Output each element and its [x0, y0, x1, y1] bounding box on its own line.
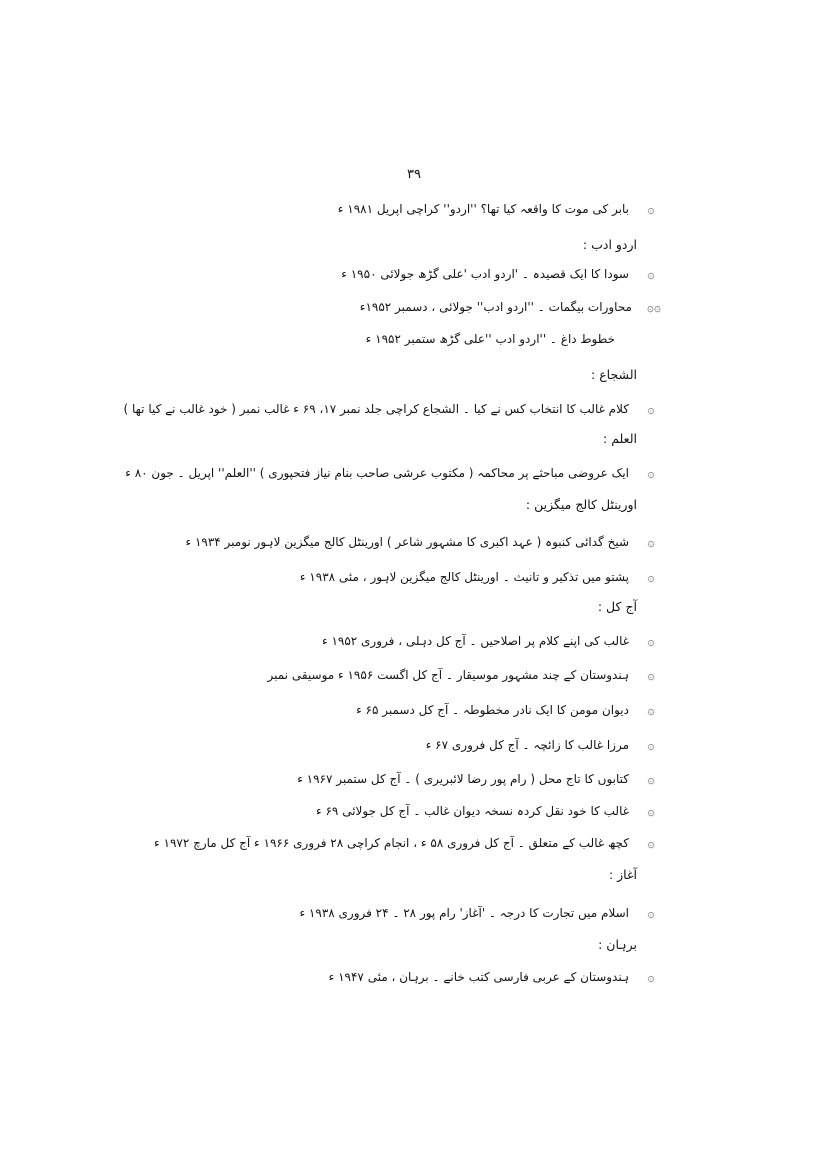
list-item — [87, 400, 657, 418]
bullet-icon: ۞ — [647, 634, 655, 648]
bullet-icon: ۞ — [647, 402, 655, 416]
section-heading: آج کل : — [597, 599, 637, 614]
bullet-icon: ۞ — [647, 535, 655, 549]
list-item — [97, 464, 657, 482]
list-item — [197, 802, 657, 820]
list-item — [137, 533, 657, 551]
bullet-icon: ۞ — [647, 267, 655, 281]
bullet-icon: ۞ — [647, 804, 655, 818]
section-heading: اورینٹل کالج میگزین : — [525, 497, 637, 512]
list-item-text: ایک عروضی مباحثے پر محاکمہ ( مکتوب عرشی صاحب بنام نیاز فتحپوری ) ''العلم'' اپریل ۔ جون ۸۰ ء — [125, 466, 629, 480]
bullet-icon: ۞ — [647, 703, 655, 717]
list-item — [197, 632, 657, 650]
list-item-text: بابر کی موت کا واقعہ کیا تھا؟ ''اردو'' کراچی اپریل ۱۹۸۱ ء — [337, 202, 629, 216]
section-heading: العلم : — [603, 431, 637, 446]
section-heading: الشجاع : — [591, 367, 637, 382]
section-heading: برہان : — [598, 937, 637, 952]
list-item — [177, 666, 657, 684]
list-item — [197, 904, 657, 922]
list-item-text: پشتو میں تذکیر و تانیث ۔ اورینٹل کالج میگزین لاہور ، مئی ۱۹۳۸ ء — [299, 570, 629, 584]
list-item-text: شیخ گدائی کنبوہ ( عہد اکبری کا مشہور شاعر ) اورینٹل کالج میگزین لاہور نومبر ۱۹۳۴ ء — [185, 535, 629, 549]
list-item — [197, 568, 657, 586]
list-item-text: مرزا غالب کا زائچہ ۔ آج کل فروری ۶۷ ء — [425, 738, 629, 752]
section-heading: اردو ادب : — [582, 237, 637, 252]
bullet-icon: ۞ — [647, 202, 655, 216]
list-item-text: اسلام میں تجارت کا درجہ ۔ 'آغاز' رام پور ۲۸ ۔ ۲۴ فروری ۱۹۳۸ ء — [299, 906, 629, 920]
list-item-text: کلام غالب کا انتخاب کس نے کیا ۔ الشجاع کراچی جلد نمبر ۱۷، ۶۹ ء غالب نمبر ( خود غالب نے کیا تھا ) — [123, 402, 629, 416]
bullet-icon: ۞ — [647, 836, 655, 850]
double-bullet-icon: ۞۞ — [646, 300, 662, 314]
bullet-icon: ۞ — [647, 570, 655, 584]
list-item-text: خطوط داغ ۔ ''اردو ادب ''علی گڑھ ستمبر ۱۹۵۲ ء — [365, 332, 615, 346]
list-item-text: ہندوستان کے چند مشہور موسیقار ۔ آج کل اگست ۱۹۵۶ ء موسیقی نمبر — [267, 668, 629, 682]
list-item — [197, 736, 657, 754]
list-item — [197, 265, 657, 283]
page-number: ۳۹ — [407, 167, 421, 182]
bullet-icon: ۞ — [647, 906, 655, 920]
bullet-icon: ۞ — [647, 466, 655, 480]
bullet-icon: ۞ — [647, 668, 655, 682]
list-item — [197, 701, 657, 719]
list-item-text: کچھ غالب کے متعلق ۔ آج کل فروری ۵۸ ء ، انجام کراچی ۲۸ فروری ۱۹۶۶ ء آج کل مارچ ۱۹۷۲ ء — [154, 836, 629, 850]
list-item — [197, 968, 657, 986]
list-item-text: سودا کا ایک قصیدہ ۔ 'اردو ادب 'علی گڑھ جولائی ۱۹۵۰ ء — [341, 267, 629, 281]
list-item — [197, 770, 657, 788]
list-item-text: دیوان مومن کا ایک نادر مخطوطہ ۔ آج کل دسمبر ۶۵ ء — [356, 703, 629, 717]
list-item-text: کتابوں کا تاج محل ( رام پور رضا لائبریری ) ۔ آج کل ستمبر ۱۹۶۷ ء — [297, 772, 629, 786]
bullet-icon: ۞ — [647, 772, 655, 786]
bullet-icon: ۞ — [647, 738, 655, 752]
list-item-text: ہندوستان کے عربی فارسی کتب خانے ۔ برہان ، مئی ۱۹۴۷ ء — [328, 970, 629, 984]
bullet-icon: ۞ — [647, 970, 655, 984]
list-item — [204, 298, 664, 316]
list-item-text: غالب کا خود نقل کردہ نسخہ دیوان غالب ۔ آج کل جولائی ۶۹ ء — [316, 804, 629, 818]
list-item-text: محاورات بیگمات ۔ ''اردو ادب'' جولائی ، دسمبر ۱۹۵۲ء — [359, 300, 632, 314]
list-item — [197, 200, 657, 218]
section-heading: آغاز : — [608, 867, 637, 882]
list-item — [77, 834, 657, 852]
list-item-text: غالب کی اپنے کلام پر اصلاحیں ۔ آج کل دہلی ، فروری ۱۹۵۲ ء — [321, 634, 629, 648]
